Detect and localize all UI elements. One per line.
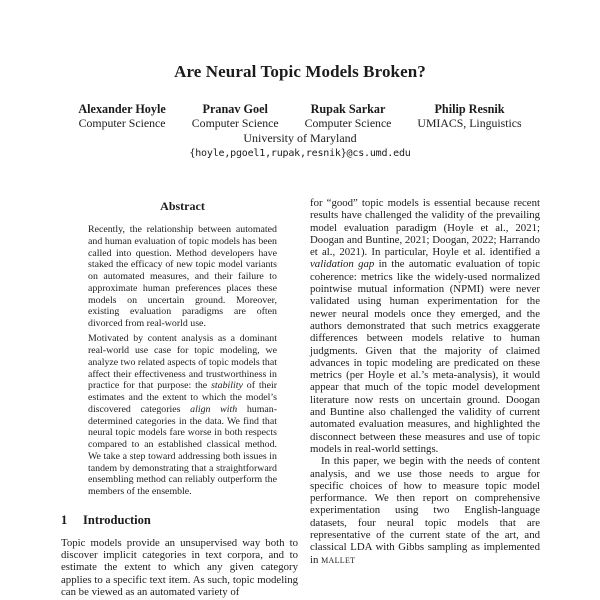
author-row [0,103,600,130]
abstract-paragraph-1: Recently, the relationship between automated and human evaluation of topic models has been called into question. Method developers have staked the efficacy of new topic model variants on automated measures, and their failure to approximate human preferences places these models on uncertain ground. Moreover, existing evaluation paradigms are often divorced from real-world use. [88,224,277,329]
section-1-heading [61,513,298,528]
abstract-paragraph-2 [88,333,277,498]
right-paragraph-1 [310,197,540,455]
author-name: Alexander Hoyle [78,102,166,116]
abstract-body [88,224,277,498]
abstract-heading: Abstract [160,199,205,213]
author-block [305,103,392,130]
body-text-segment: for “good” topic models is essential because recent results have challenged the validity of the prevailing model evaluation paradigm (Hoyle et al., 2021; Doogan and Buntine, 2021; Doogan, 2022; Harrando et al., 2021). In particular, Hoyle et al. identified a [310,197,540,259]
italic-term-validation-gap: validation gap [310,258,375,271]
body-text-segment: in the automatic evaluation of topic coherence: metrics like the widely-used normalized pointwise mutual information (NPMI) were never validated using human experimentation for the newer neural models once they emerged, and the authors demonstrated that such metrics exaggerate differences between models relative to human judgments. Given that the majority of claimed advances in topic modeling are predicated on these metrics (per Hoyle et al.’s meta-analysis), it would appear that much of the topic model development literature now rests on uncertain ground. Doogan and Buntine also challenged the validity of current automated evaluation measures, and highlighted the disconnect between these measures and use of topic models in real-world settings. [310,258,540,455]
section-number: 1 [61,512,68,527]
abstract-text-segment: Motivated by content analysis as a dominant real-world use case for topic modeling, we analyze two related aspects of topic models that affect their effectiveness and trustworthiness in practice for that purpose: the [88,333,277,392]
italic-term-align-with: align with [190,403,238,415]
author-block [417,103,521,130]
author-block [78,103,165,130]
right-column-text [310,197,540,566]
introduction-text [61,537,298,598]
author-name: Rupak Sarkar [310,102,386,116]
smallcaps-term-mallet: MALLET [321,553,356,566]
italic-term-stability: stability [211,380,243,392]
intro-paragraph-1: Topic models provide an unsupervised way both to discover implicit categories in text corpora, and to estimate the extent to which any given category applies to a specific text item. As such, topic modeling can be viewed as an automated variety of [61,536,298,598]
abstract-text-segment: of their estimates and the extent to which the model’s discovered categories [88,380,278,415]
author-block [192,103,279,130]
paper-title: Are Neural Topic Models Broken? [174,62,426,81]
section-title: Introduction [83,512,151,527]
two-column-body [61,197,540,600]
author-name: Philip Resnik [434,102,505,116]
left-column [61,197,298,600]
author-affiliation: Computer Science [78,116,166,130]
author-affiliation: Computer Science [191,116,279,130]
author-affiliation: UMIACS, Linguistics [417,116,522,130]
body-text-segment: In this paper, we begin with the needs of content analysis, and we use those needs to argue for specific choices of how to measure topic model performance. We then report on comprehensive experimentation using two English-language datasets, four neural topic models that are representative of the current state of the art, and classical LDA with Gibbs sampling as implemented in [310,455,540,566]
right-paragraph-2 [310,455,540,566]
abstract-text-segment: human-determined categories in the data. We find that neural topic models fare worse in both respects compared to an established classical method. We take a step toward addressing both issues in tandem by demonstrating that a straightforward ensembling method can reliably outperform the members of the ensemble. [88,403,277,497]
author-affiliation: Computer Science [304,116,392,130]
right-column [310,197,540,600]
author-name: Pranav Goel [202,102,268,116]
institution: University of Maryland [243,131,357,145]
author-emails: {hoyle,pgoel1,rupak,resnik}@cs.umd.edu [189,148,411,159]
